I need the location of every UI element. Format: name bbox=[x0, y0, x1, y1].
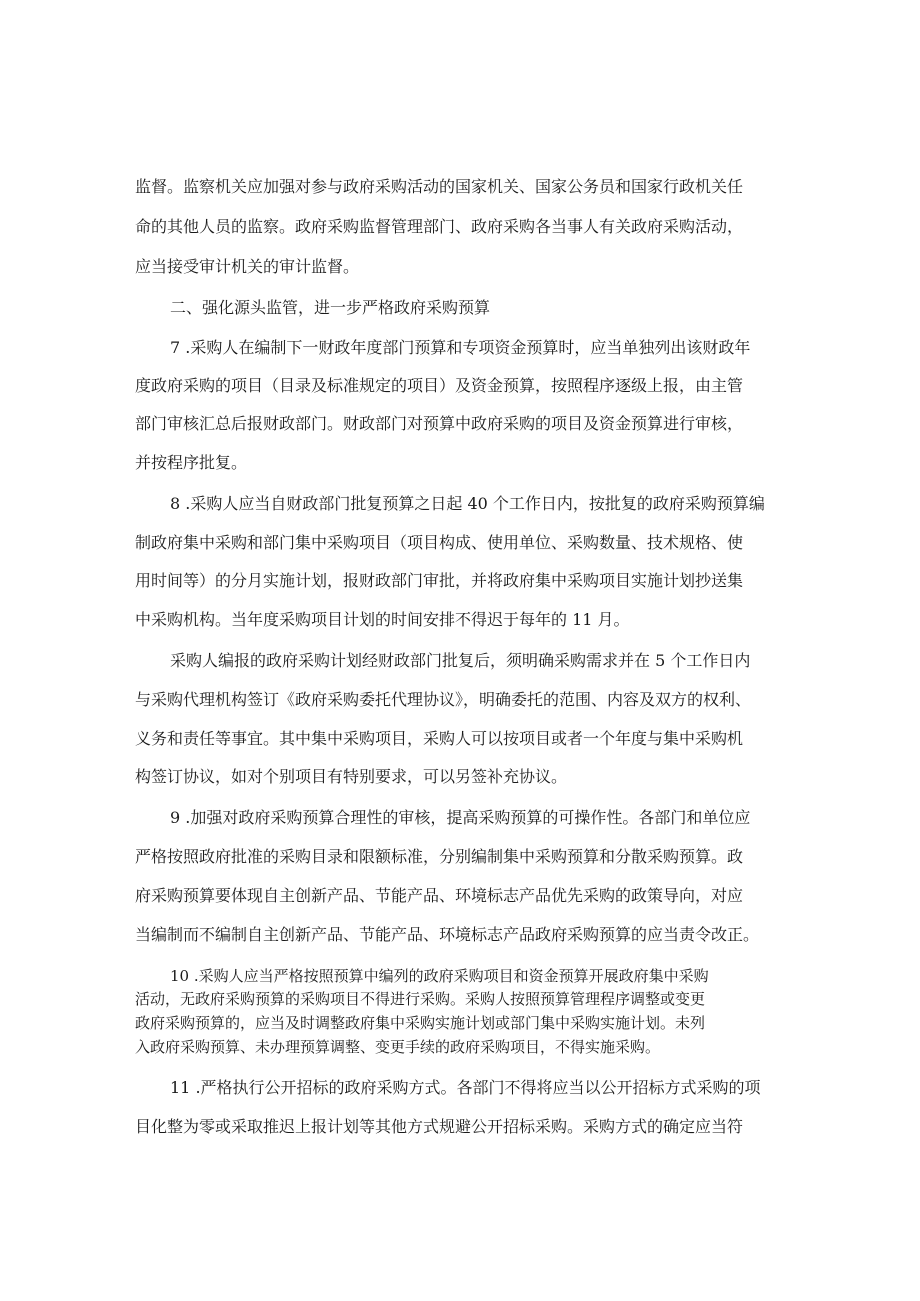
paragraph-plan-line: 采购人编报的政府采购计划经财政部门批复后，须明确采购需求并在 5 个工作日内 bbox=[170, 651, 751, 670]
paragraph-7-line: 部门审核汇总后报财政部门。财政部门对预算中政府采购的项目及资金预算进行审核， bbox=[135, 414, 744, 433]
paragraph-8-line: 用时间等）的分月实施计划，报财政部门审批，并将政府集中采购项目实施计划抄送集 bbox=[135, 571, 744, 590]
paragraph-10-line: 入政府采购预算、未办理预算调整、变更手续的政府采购项目，不得实施采购。 bbox=[135, 1038, 661, 1056]
section-heading: 二、强化源头监管，进一步严格政府采购预算 bbox=[170, 298, 491, 317]
text-line: 命的其他人员的监察。政府采购监督管理部门、政府采购各当事人有关政府采购活动， bbox=[135, 217, 744, 236]
paragraph-8-line: 8 .采购人应当自财政部门批复预算之日起 40 个工作日内，按批复的政府采购预算编 bbox=[170, 494, 765, 513]
paragraph-11-line: 目化整为零或采取推迟上报计划等其他方式规避公开招标采购。采购方式的确定应当符 bbox=[135, 1117, 744, 1136]
paragraph-9-line: 严格按照政府批准的采购目录和限额标准，分别编制集中采购预算和分散采购预算。政 bbox=[135, 847, 744, 866]
paragraph-7-line: 并按程序批复。 bbox=[135, 453, 248, 472]
paragraph-8-line: 制政府集中采购和部门集中采购项目（项目构成、使用单位、采购数量、技术规格、使 bbox=[135, 533, 744, 552]
text-line: 应当接受审计机关的审计监督。 bbox=[135, 257, 360, 276]
paragraph-9-line: 当编制而不编制自主创新产品、节能产品、环境标志产品政府采购预算的应当责令改正。 bbox=[135, 925, 760, 944]
paragraph-plan-line: 构签订协议，如对个别项目有特别要求，可以另签补充协议。 bbox=[135, 767, 568, 786]
paragraph-11-line: 11 .严格执行公开招标的政府采购方式。各部门不得将应当以公开招标方式采购的项 bbox=[170, 1078, 761, 1097]
paragraph-plan-line: 义务和责任等事宜。其中集中采购项目，采购人可以按项目或者一个年度与集中采购机 bbox=[135, 729, 744, 748]
paragraph-7-line: 7 .采购人在编制下一财政年度部门预算和专项资金预算时，应当单独列出该财政年 bbox=[170, 338, 751, 357]
paragraph-7-line: 度政府采购的项目（目录及标准规定的项目）及资金预算，按照程序逐级上报，由主管 bbox=[135, 376, 744, 395]
paragraph-10-line: 政府采购预算的，应当及时调整政府集中采购实施计划或部门集中采购实施计划。未列 bbox=[135, 1014, 706, 1032]
paragraph-plan-line: 与采购代理机构签订《政府采购委托代理协议》，明确委托的范围、内容及双方的权利、 bbox=[135, 690, 752, 709]
paragraph-10-line: 10 .采购人应当严格按照预算中编列的政府采购项目和资金预算开展政府集中采购 bbox=[170, 967, 709, 985]
paragraph-9-line: 9 .加强对政府采购预算合理性的审核，提高采购预算的可操作性。各部门和单位应 bbox=[170, 808, 751, 827]
paragraph-10-line: 活动，无政府采购预算的采购项目不得进行采购。采购人按照预算管理程序调整或变更 bbox=[135, 990, 706, 1008]
paragraph-9-line: 府采购预算要体现自主创新产品、节能产品、环境标志产品优先采购的政策导向，对应 bbox=[135, 886, 744, 905]
paragraph-8-line: 中采购机构。当年度采购项目计划的时间安排不得迟于每年的 11 月。 bbox=[135, 610, 630, 629]
text-line: 监督。监察机关应加强对参与政府采购活动的国家机关、国家公务员和国家行政机关任 bbox=[135, 177, 744, 196]
